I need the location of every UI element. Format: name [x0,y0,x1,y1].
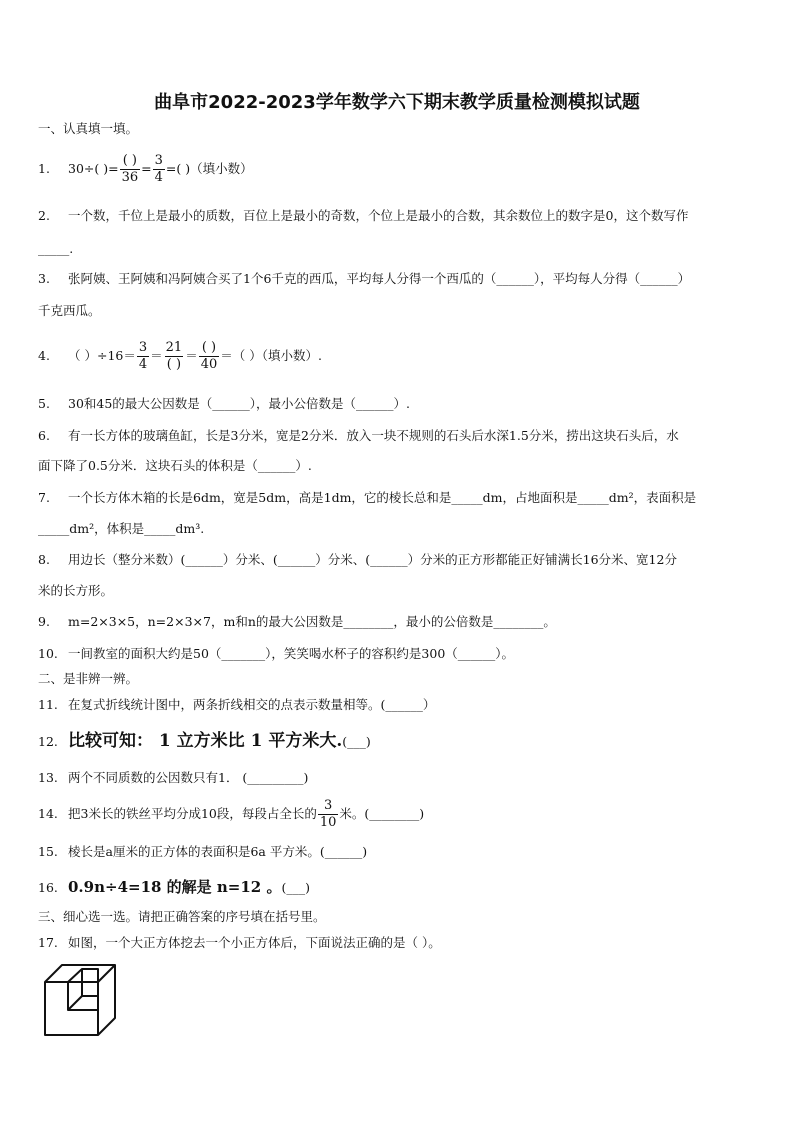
question-17 [38,935,756,951]
question-number: 14. [38,806,58,821]
question-number: 16. [38,880,58,895]
q16-answer-blank: (___) [281,880,310,895]
q15-text: 棱长是a厘米的正方体的表面积是6a 平方米。(______) [68,844,368,859]
question-number: 6. [38,428,50,443]
q3-text: 张阿姨、王阿姨和冯阿姨合买了1个6千克的西瓜，平均每人分得一个西瓜的（______），平均每人分得（______） [68,271,691,286]
denominator: 10 [319,815,337,830]
question-number: 12. [38,734,58,749]
question-number: 10. [38,646,58,661]
question-6-line-1 [38,428,756,444]
denominator: 4 [154,170,163,185]
q17-text: 如图，一个大正方体挖去一个小正方体后，下面说法正确的是（ ）。 [68,935,441,950]
question-number: 8. [38,552,50,567]
question-7-line-2: _____dm²，体积是_____dm³. [38,521,205,536]
q1-fraction-2 [153,153,165,186]
question-number: 3. [38,271,50,286]
page-title: 曲阜市2022-2023学年数学六下期末教学质量检测模拟试题 [154,92,640,113]
question-3-line-2: 千克西瓜。 [38,303,101,318]
q8-text: 用边长（整分米数）(______）分米、(______）分米、(______）分米的正方形都能正好铺满长16分米、宽12分 [68,552,677,567]
question-number: 11. [38,697,58,712]
q11-text: 在复式折线统计图中，两条折线相交的点表示数量相等。(______） [68,697,436,712]
q9-text: m=2×3×5，n=2×3×7，m和n的最大公因数是________，最小的公倍数是________。 [68,614,556,629]
section-3-heading: 三、细心选一选。请把正确答案的序号填在括号里。 [38,909,326,924]
denominator: ( ) [166,357,182,372]
equals-sign: ＝ [185,348,198,363]
section-2-heading: 二、是非辨一辨。 [38,671,139,686]
q4-pre: （ ）÷16＝ [68,348,136,363]
question-number: 17. [38,935,58,950]
question-8-line-1 [38,552,756,568]
numerator: 3 [154,153,163,168]
question-number: 1. [38,161,50,176]
q2-text: 一个数，千位上是最小的质数，百位上是最小的奇数，个位上是最小的合数，其余数位上的数字是0，这个数写作 [68,208,689,223]
question-number: 4. [38,348,50,363]
question-6-line-2: 面下降了0.5分米．这块石头的体积是（______）. [38,458,312,473]
question-4 [38,338,756,374]
question-14 [38,797,756,831]
numerator: ( ) [201,340,217,355]
q4-fraction-3 [199,340,220,373]
q12-answer-blank: (___) [342,734,371,749]
question-12 [38,730,756,753]
q13-text: 两个不同质数的公因数只有1． (_________) [68,770,309,785]
q1-pre: 30÷( )= [68,161,119,176]
question-13 [38,770,756,786]
q4-fraction-1 [137,340,149,373]
question-number: 7. [38,490,50,505]
section-1-heading: 一、认真填一填。 [38,121,139,136]
question-15 [38,844,756,860]
q14-post: 米。(________) [339,806,425,821]
q16-text: 0.9n÷4=18 的解是 n=12 。 [68,878,282,896]
question-number: 5. [38,396,50,411]
q14-pre: 把3米长的铁丝平均分成10段，每段占全长的 [68,806,317,821]
question-1 [38,152,756,186]
q4-post: ＝（ ）（填小数）. [220,348,322,363]
q7-text: 一个长方体木箱的长是6dm，宽是5dm，高是1dm，它的棱长总和是_____dm，占地面积是_____dm²，表面积是 [68,490,697,505]
numerator: 21 [165,340,183,355]
numerator: ( ) [122,153,137,168]
q14-fraction [318,798,339,831]
question-9 [38,614,756,630]
question-11 [38,697,756,713]
question-8-line-2: 米的长方形。 [38,583,114,598]
q1-post: =( )（填小数） [165,161,253,176]
question-2-line-1 [38,208,756,224]
question-3-line-1 [38,271,756,287]
denominator: 4 [138,357,148,372]
equals-sign: ＝ [150,348,163,363]
denominator: 40 [200,357,218,372]
question-number: 2. [38,208,50,223]
question-number: 15. [38,844,58,859]
question-5 [38,396,756,412]
q10-text: 一间教室的面积大约是50（_______），笑笑喝水杯子的容积约是300（______）。 [68,646,515,661]
q1-fraction-1 [120,153,141,186]
numerator: 3 [324,798,333,813]
numerator: 3 [138,340,148,355]
cube-with-cutout-figure [42,962,118,1038]
q12-text: 比较可知： 1 立方米比 1 平方米大. [68,731,343,751]
equals-sign: = [141,161,152,176]
question-10 [38,646,756,662]
denominator: 36 [121,170,139,185]
q4-fraction-2 [164,340,185,373]
q6-text: 有一长方体的玻璃鱼缸，长是3分米，宽是2分米．放入一块不规则的石头后水深1.5分米，捞出这块石头后，水 [68,428,679,443]
question-number: 9. [38,614,50,629]
question-16 [38,877,756,898]
question-7-line-1 [38,490,756,506]
question-number: 13. [38,770,58,785]
q5-text: 30和45的最大公因数是（______），最小公倍数是（______）. [68,396,411,411]
question-2-line-2: _____. [38,241,74,256]
